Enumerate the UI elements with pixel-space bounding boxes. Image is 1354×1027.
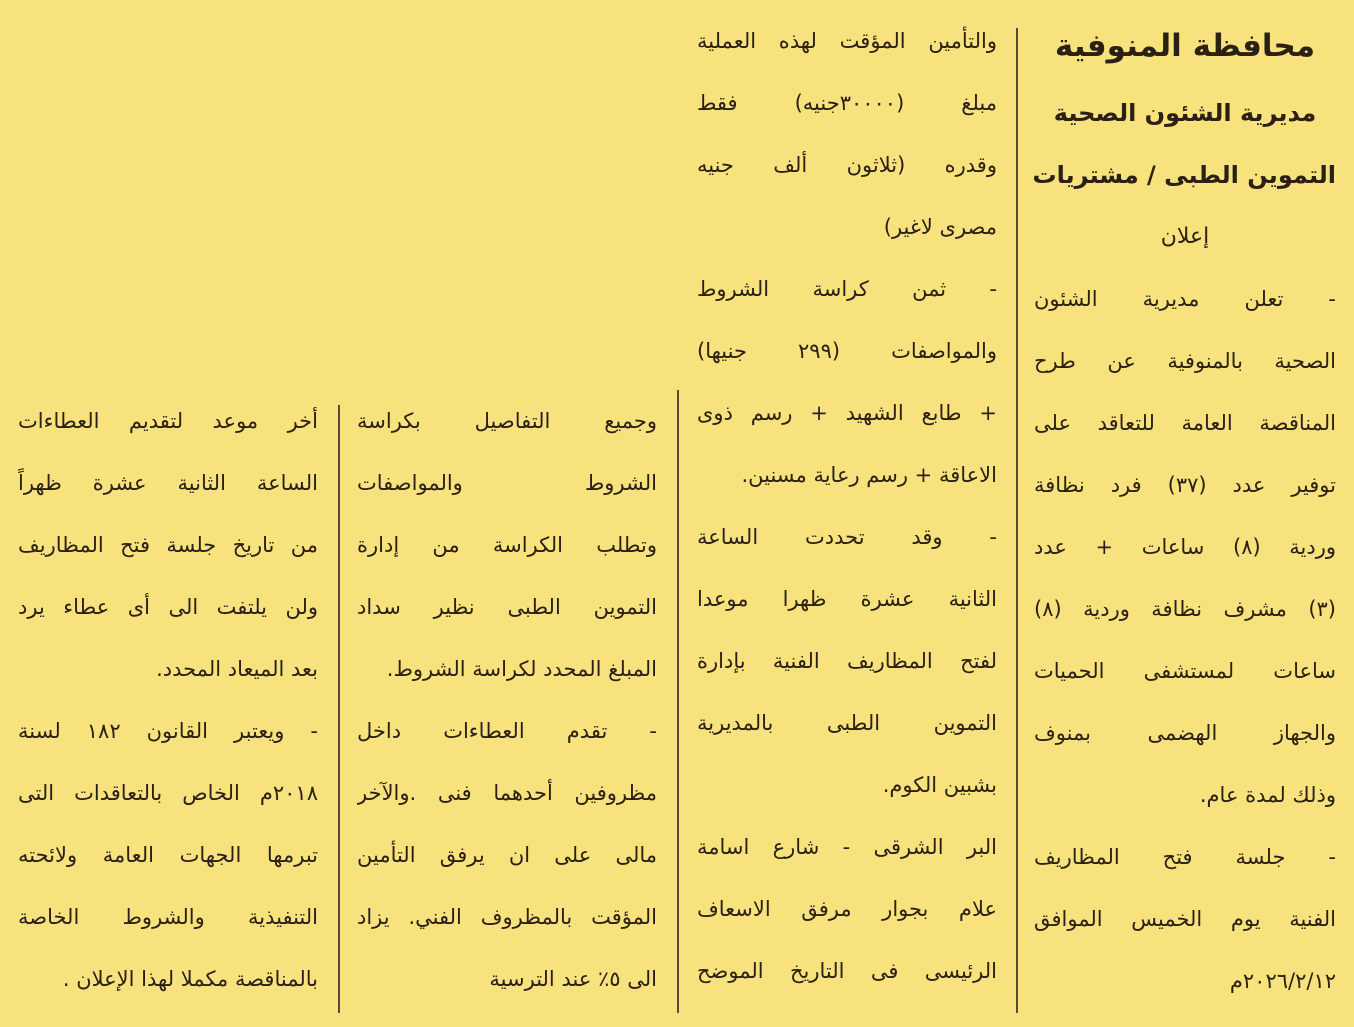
text-line: الاعاقة + رسم رعاية مسنين.: [741, 463, 997, 487]
text-line: تبرمها الجهات العامة ولائحته: [18, 843, 318, 867]
text-line: ٢٠٢٦/٢/١٢م: [1229, 969, 1336, 993]
text-line: الصحية بالمنوفية عن طرح: [1034, 349, 1336, 373]
text-line: وقدره (ثلاثون ألف جنيه: [697, 153, 997, 177]
text-line: مظروفين أحدهما فنى .والآخر: [357, 781, 657, 805]
text-line: المبلغ المحدد لكراسة الشروط.: [386, 657, 657, 681]
text-line: توفير عدد (٣٧) فرد نظافة: [1034, 473, 1336, 497]
text-line: ولن يلتفت الى أى عطاء يرد: [18, 595, 318, 619]
text-line: الى ٥٪ عند الترسية: [489, 967, 657, 991]
text-line: البر الشرقى - شارع اسامة: [697, 835, 997, 859]
column-3: [357, 390, 657, 1010]
text-line: المناقصة العامة للتعاقد على: [1034, 411, 1336, 435]
text-line: بشبين الكوم.: [882, 773, 997, 797]
text-line: - جلسة فتح المظاريف: [1034, 845, 1336, 869]
announcement-label: إعلان: [1160, 224, 1210, 249]
text-line: المؤقت بالمظروف الفني. يزاد: [357, 905, 657, 929]
column-divider-3: [338, 405, 340, 1013]
text-line: ٢٠١٨م الخاص بالتعاقدات التى: [18, 781, 318, 805]
text-line: الثانية عشرة ظهرا موعدا: [697, 587, 997, 611]
column-divider-1: [1016, 28, 1018, 1013]
text-line: وردية (٨) ساعات + عدد: [1034, 535, 1336, 559]
text-line: لفتح المظاريف الفنية بإدارة: [697, 649, 997, 673]
department-title: التموين الطبى / مشتريات: [1032, 161, 1336, 189]
text-line: مبلغ (٣٠٠٠٠جنيه) فقط: [697, 91, 997, 115]
text-line: بالمناقصة مكملا لهذا الإعلان .: [62, 967, 318, 991]
text-line: علام بجوار مرفق الاسعاف: [697, 897, 997, 921]
text-line: (٣) مشرف نظافة وردية (٨): [1034, 597, 1336, 621]
text-line: الرئيسى فى التاريخ الموضح: [697, 959, 997, 983]
text-line: + طابع الشهيد + رسم ذوى: [697, 401, 997, 425]
column-2: [697, 10, 997, 1002]
text-line: - وقد تحددت الساعة: [697, 525, 997, 549]
column-1: [1034, 10, 1336, 1012]
text-line: - ويعتبر القانون ١٨٢ لسنة: [18, 719, 318, 743]
text-line: وتطلب الكراسة من إدارة: [357, 533, 657, 557]
text-line: الشروط والمواصفات: [357, 471, 657, 495]
text-line: - ثمن كراسة الشروط: [697, 277, 997, 301]
text-line: - تعلن مديرية الشئون: [1034, 287, 1336, 311]
column-divider-2: [677, 390, 679, 1013]
text-line: الساعة الثانية عشرة ظهراً: [18, 471, 318, 495]
column-4: [18, 390, 318, 1010]
text-line: والمواصفات (٢٩٩ جنيها): [697, 339, 997, 363]
text-line: الفنية يوم الخميس الموافق: [1034, 907, 1336, 931]
text-line: أخر موعد لتقديم العطاءات: [18, 409, 318, 433]
text-line: مصرى لاغير): [883, 215, 997, 239]
text-line: والتأمين المؤقت لهذه العملية: [697, 29, 997, 53]
text-line: التنفيذية والشروط الخاصة: [18, 905, 318, 929]
text-line: وجميع التفاصيل بكراسة: [357, 409, 657, 433]
text-line: ساعات لمستشفى الحميات: [1034, 659, 1336, 683]
text-line: من تاريخ جلسة فتح المظاريف: [18, 533, 318, 557]
text-line: - تقدم العطاءات داخل: [357, 719, 657, 743]
text-line: بعد الميعاد المحدد.: [156, 657, 318, 681]
governorate-title: محافظة المنوفية: [1054, 28, 1316, 64]
text-line: وذلك لمدة عام.: [1199, 783, 1336, 807]
text-line: التموين الطبى بالمديرية: [697, 711, 997, 735]
text-line: مالى على ان يرفق التأمين: [357, 843, 657, 867]
directorate-title: مديرية الشئون الصحية: [1053, 99, 1317, 127]
text-line: والجهاز الهضمى بمنوف: [1034, 721, 1336, 745]
text-line: التموين الطبى نظير سداد: [357, 595, 657, 619]
